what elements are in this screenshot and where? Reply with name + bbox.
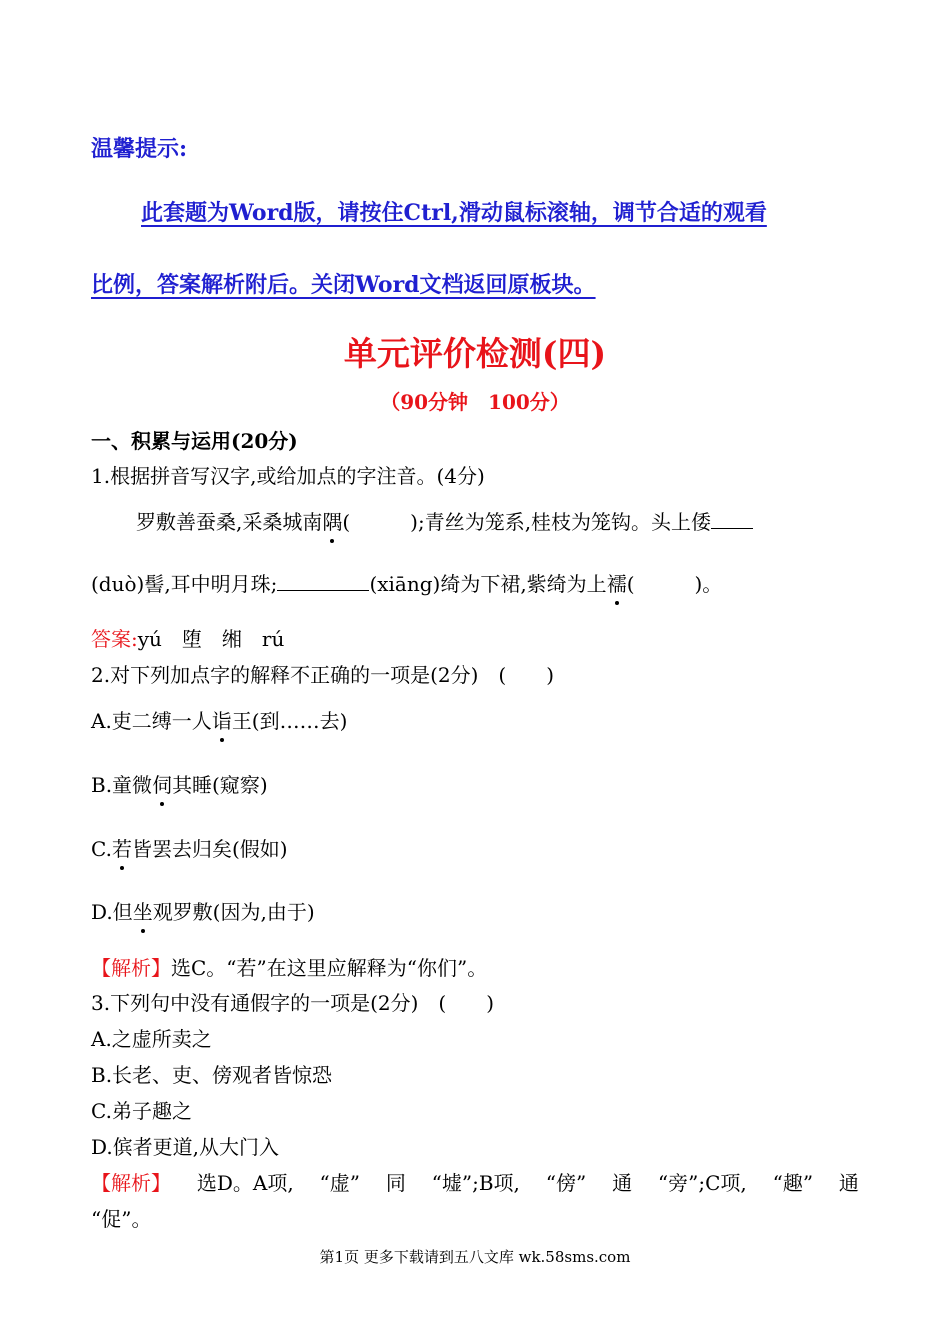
- q1-line-2-text: (duò)髻,耳中明月珠;: [91, 572, 278, 596]
- q1-line-1: [136, 506, 753, 535]
- q2-a-pre: A.吏二缚一人: [91, 709, 212, 733]
- page-footer: 第1页 更多下载请到五八文库 wk.58sms.com: [319, 1248, 631, 1266]
- q2-option-c: [91, 833, 288, 862]
- q2-analysis: [91, 952, 487, 981]
- tip-line-1: 此套题为Word版，请按住Ctrl,滑动鼠标滚轴，调节合适的观看: [141, 200, 767, 226]
- q3-option-c: C.弟子趣之: [91, 1099, 192, 1123]
- q2-c-post: 皆罢去归矣(假如): [131, 837, 288, 861]
- page-title: 单元评价检测(四): [343, 334, 607, 373]
- q2-option-d: [91, 896, 315, 925]
- section-heading: 一、积累与运用(20分): [91, 429, 298, 453]
- q1-line-2: [91, 568, 722, 597]
- analysis-part: “虚”: [319, 1171, 360, 1195]
- q2-d-dot: 坐: [133, 896, 153, 925]
- q2-a-dot: 诣: [212, 705, 232, 734]
- q3-stem: 3.下列句中没有通假字的一项是(2分) ( ): [91, 991, 495, 1015]
- analysis-part: 同: [385, 1171, 406, 1195]
- q1-blank-1[interactable]: [711, 508, 753, 529]
- q1-stem: 1.根据拼音写汉字,或给加点的字注音。(4分): [91, 464, 485, 488]
- analysis-part: “趣”: [772, 1171, 814, 1195]
- q3-option-d: D.傧者更道,从大门入: [91, 1135, 280, 1159]
- q2-a-post: 王(到……去): [231, 709, 348, 733]
- analysis-part: “傍”: [545, 1171, 587, 1195]
- analysis-part: 通: [612, 1171, 633, 1195]
- analysis-part: 选D。A项,: [196, 1171, 294, 1195]
- analysis-text: 选C。“若”在这里应解释为“你们”。: [171, 956, 488, 980]
- q1-dotted-char-2: 襦: [607, 568, 627, 597]
- q2-b-post: 其睡(窥察): [172, 773, 268, 797]
- q2-c-pre: C.: [91, 837, 112, 861]
- q1-blank-2[interactable]: [277, 570, 369, 591]
- q3-analysis: [91, 1167, 859, 1196]
- answer-text: yú 堕 缃 rú: [137, 627, 285, 651]
- tip-line-2: 比例，答案解析附后。关闭Word文档返回原板块。: [91, 272, 596, 298]
- page-subtitle: （90分钟 100分）: [380, 390, 570, 414]
- q2-stem: 2.对下列加点字的解释不正确的一项是(2分) ( ): [91, 663, 555, 687]
- q2-option-a: [91, 705, 347, 734]
- q2-option-b: [91, 769, 268, 798]
- q1-dotted-char: 隅: [322, 506, 342, 535]
- q3-option-b: B.长老、吏、傍观者皆惊恐: [91, 1063, 333, 1087]
- q1-line-2-text-b: (xiāng)绮为下裙,紫绮为上: [369, 572, 607, 596]
- q1-line-1-text: 罗敷善蚕桑,采桑城南: [136, 510, 323, 534]
- tip-label: 温馨提示:: [91, 136, 188, 162]
- analysis-part: “旁”;C项,: [657, 1171, 747, 1195]
- q2-d-pre: D.但: [91, 900, 133, 924]
- analysis-part: 通: [838, 1171, 859, 1195]
- q3-analysis-line-2: “促”。: [91, 1207, 152, 1231]
- answer-label: 答案:: [91, 627, 138, 651]
- q2-d-post: 观罗敷(因为,由于): [152, 900, 315, 924]
- q2-b-dot: 伺: [152, 769, 172, 798]
- analysis-label: 【解析】: [91, 956, 171, 980]
- q1-line-2-text-c: ( )。: [626, 572, 723, 596]
- q3-option-a: A.之虚所卖之: [91, 1027, 212, 1051]
- q1-answer: [91, 623, 284, 652]
- q2-c-dot: 若: [112, 833, 132, 862]
- analysis-part: “墟”;B项,: [431, 1171, 520, 1195]
- q2-b-pre: B.童微: [91, 773, 153, 797]
- q1-line-1-text-b: ( );青丝为笼系,桂枝为笼钩。头上倭: [342, 510, 712, 534]
- analysis-label-2: 【解析】: [91, 1171, 171, 1195]
